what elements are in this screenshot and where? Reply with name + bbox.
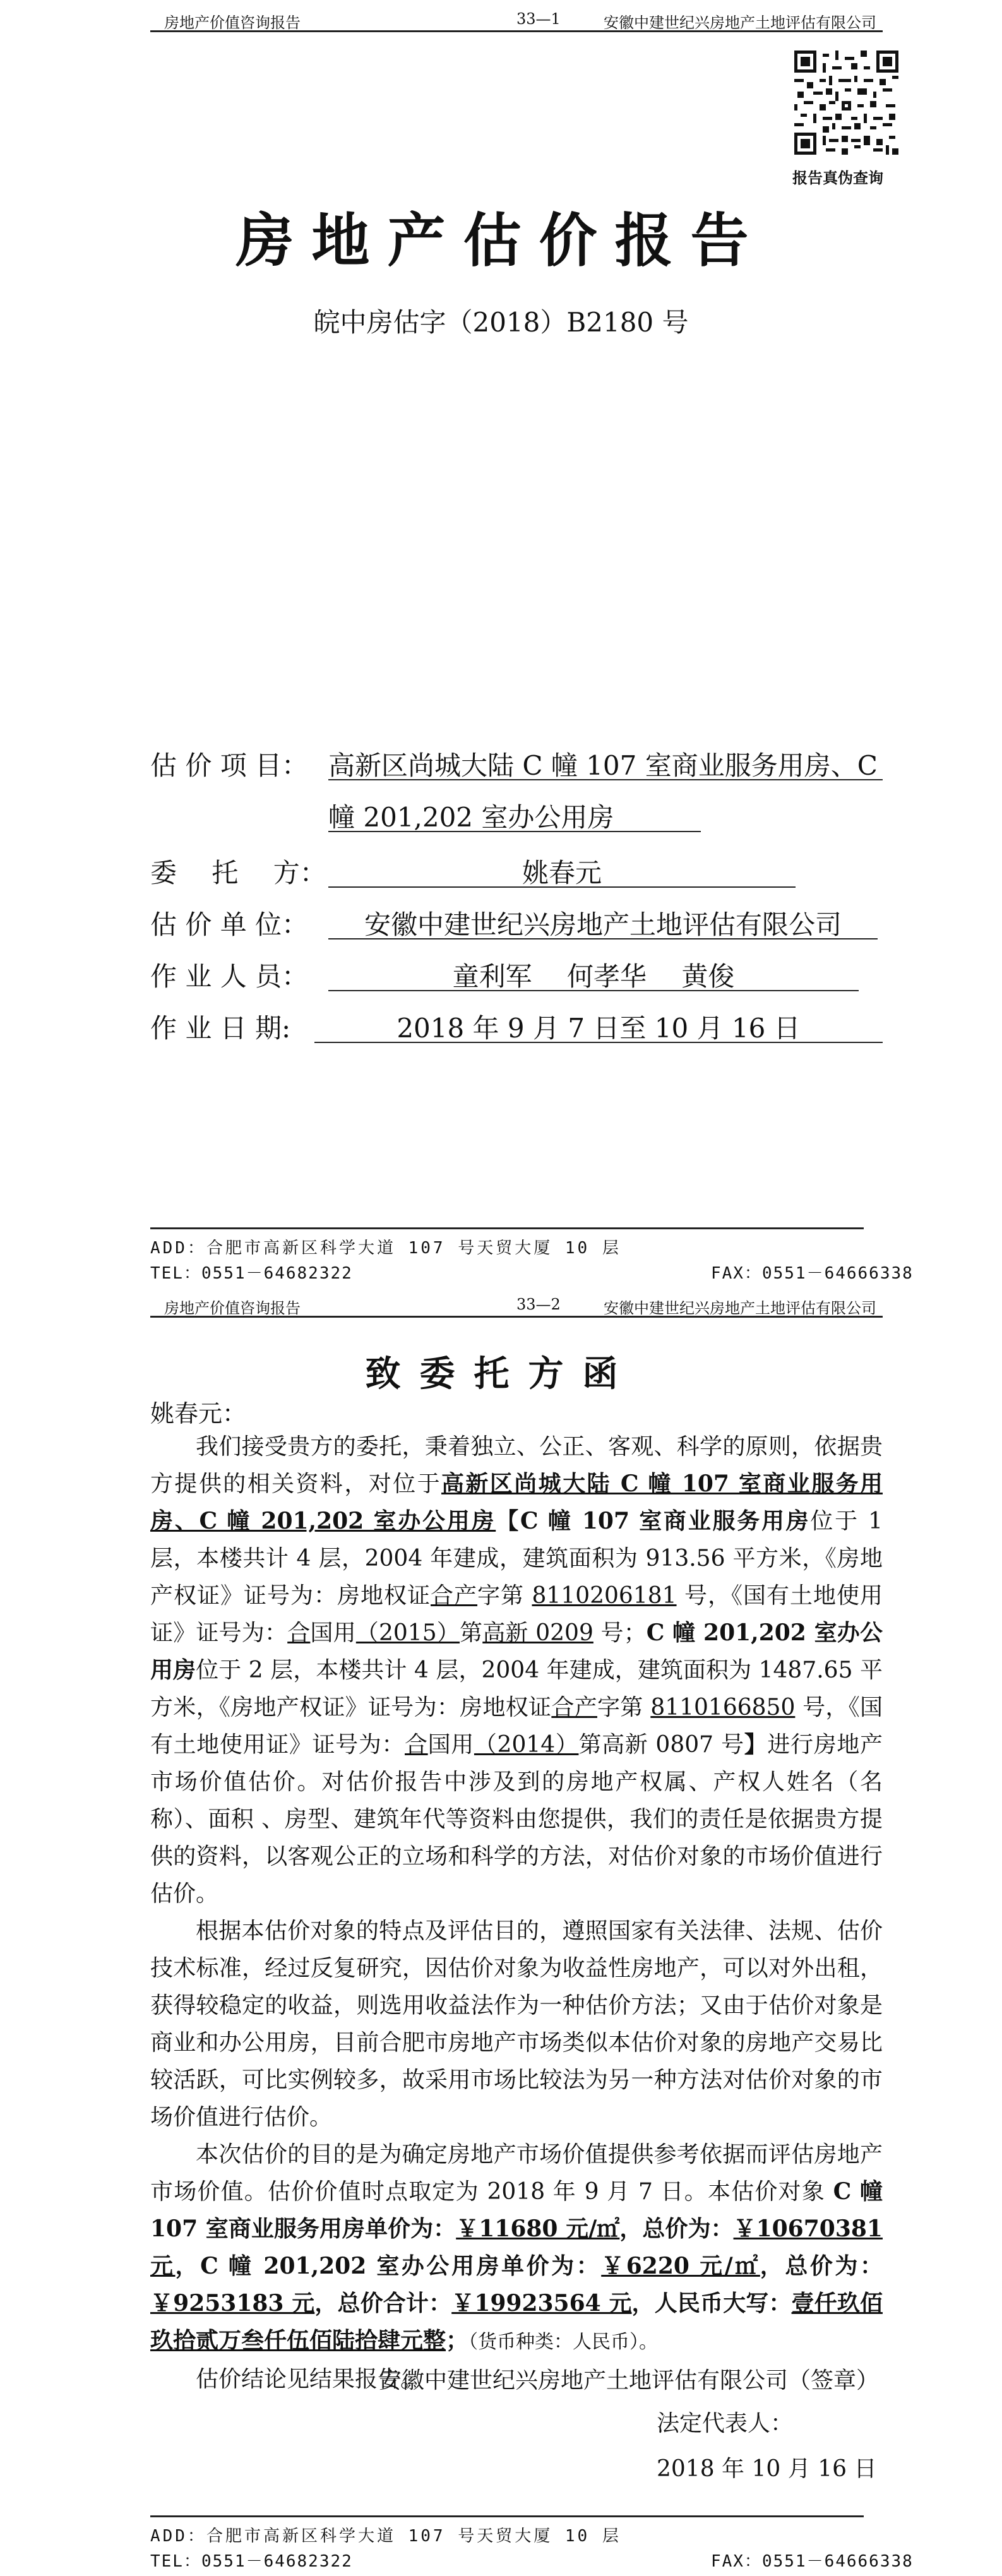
text-segment: 合产	[431, 1583, 478, 1609]
appraiser-value: 安徽中建世纪兴房地产土地评估有限公司	[328, 904, 878, 939]
header-report-type: 房地产价值咨询报告	[164, 1299, 301, 1317]
text-segment: 【C 幢 107 室商业服务用房	[496, 1508, 811, 1534]
text-segment: 合	[405, 1732, 428, 1758]
header-company: 安徽中建世纪兴房地产土地评估有限公司	[604, 1299, 876, 1317]
text-segment: 合	[287, 1620, 311, 1646]
paragraph-intro	[150, 1428, 883, 1912]
text-segment: C 幢 107 室商业服务用房单价为：	[150, 2178, 883, 2242]
signature-date: 2018 年 10 月 16 日	[657, 2456, 877, 2482]
footer-address: ADD：合肥市高新区科学大道 107 号天贸大厦 10 层	[150, 2527, 621, 2546]
signature-legal-rep: 法定代表人：	[657, 2411, 794, 2436]
grand-total-in-words: 壹仟玖佰玖拾贰万叁仟伍佰陆拾肆元整	[150, 2290, 883, 2354]
salutation: 姚春元：	[150, 1400, 247, 1428]
header-report-type: 房地产价值咨询报告	[164, 14, 301, 32]
text-segment: （2014）	[474, 1732, 579, 1758]
land-certificate-number: 第高新 0807 号	[578, 1732, 744, 1758]
unit-price: ￥11680 元/㎡	[456, 2215, 620, 2242]
text-segment: ；	[446, 2327, 469, 2354]
footer-fax: FAX：0551－64666338	[711, 1264, 914, 1283]
project-value-line1: 高新区尚城大陆 C 幢 107 室商业服务用房、C	[328, 745, 883, 780]
paragraph-method: 根据本估价对象的特点及评估目的，遵照国家有关法律、法规、估价技术标准，经过反复研究，因估价对象为收益性房地产，可以对外出租，获得较稳定的收益，则选用收益法作为一种估价方法；又由于估价对象是商业和办公用房，目前合肥市房地产市场类似本估价对象的房地产交易比较活跃，可比实例较多，故采用市场比较法为另一种方法对估价对象的市场价值进行估价。	[150, 1918, 883, 2130]
signature-company: 安徽中建世纪兴房地产土地评估有限公司（签章）	[379, 2368, 880, 2394]
date-label: 作 业 日 期:	[150, 1013, 291, 1044]
text-segment: ，总价合计：	[314, 2290, 452, 2317]
text-segment: 国用	[427, 1732, 474, 1758]
info-row-staff	[150, 956, 883, 991]
text-segment: 号，《国有土地使用证》证号为：	[150, 1583, 883, 1646]
text-segment: 我们接受贵方的委托，秉着独立、公正、客观、科学的原则，依据贵方提供的相关资料，对位于	[150, 1434, 883, 1497]
header-page-number: 33—1	[516, 10, 561, 28]
page-header	[150, 9, 883, 32]
letter-page	[0, 1288, 1002, 2576]
text-segment: 进行房地产市场价值估价。对估价报告中涉及到的房地产权属、产权人姓名（名称）、面积 、房型、建筑年代等资料由您提供，我们的责任是依据贵方提供的资料，以客观公正的立场和科学的方法，对估价对象的市场价值进行估价。	[150, 1732, 883, 1907]
footer-tel: TEL：0551－64682322	[150, 2552, 353, 2571]
total-price: ￥10670381 元	[150, 2215, 883, 2279]
currency-note: （货币种类：人民币）。	[468, 2331, 659, 2353]
paragraph-conclusion	[150, 2136, 883, 2361]
staff-label: 作 业 人 员：	[150, 961, 309, 992]
info-row-appraiser	[150, 904, 883, 939]
footer-tel: TEL：0551－64682322	[150, 1264, 353, 1283]
text-segment: 国用	[310, 1620, 356, 1646]
text-segment: 】	[744, 1731, 768, 1758]
land-certificate-number: 高新 0209	[482, 1620, 593, 1646]
header-page-number: 33—2	[516, 1296, 561, 1313]
letter-title: 致委托方函	[365, 1353, 637, 1395]
client-label: 委 托 方：	[150, 857, 326, 888]
text-segment: ，C 幢 201,202 室办公用房单价为：	[175, 2253, 602, 2279]
paragraph-see-results: 估价结论见结果报告。	[196, 2366, 424, 2392]
page-header	[150, 1294, 883, 1318]
text-segment: 号；	[593, 1620, 647, 1646]
text-segment: 字第	[597, 1695, 651, 1720]
text-segment: 本次估价的目的是为确定房地产市场价值提供参考依据而评估房地产市场价值。估价价值时点取定为 2018 年 9 月 7 日。本估价对象	[150, 2142, 883, 2205]
footer-address: ADD：合肥市高新区科学大道 107 号天贸大厦 10 层	[150, 1239, 621, 1258]
footer-divider	[150, 1227, 864, 1229]
text-segment: ，总价为：	[760, 2253, 883, 2279]
text-segment: 位于 1 层，本楼共计 4 层，2004 年建成，建筑面积为 913.56 平方米，《房地产权证》证号为：房地权证	[150, 1508, 883, 1609]
letter-body	[150, 1428, 883, 2398]
certificate-number: 8110166850	[650, 1695, 796, 1720]
footer-fax: FAX：0551－64666338	[711, 2552, 914, 2571]
report-number: 皖中房估字（2018）B2180 号	[313, 307, 689, 338]
total-price: ￥9253183 元	[150, 2290, 315, 2317]
info-row-project-cont	[150, 797, 883, 832]
qr-caption: 报告真伪查询	[792, 169, 883, 187]
text-segment: 号，《国有土地使用证》证号为：	[150, 1695, 883, 1758]
text-segment: 字第	[477, 1583, 532, 1609]
project-label: 估 价 项 目：	[150, 750, 309, 781]
text-segment: 位于 2 层，本楼共计 4 层，2004 年建成，建筑面积为 1487.65 平方米，《房地产权证》证号为：房地权证	[150, 1657, 883, 1720]
text-segment: ，总价为：	[619, 2215, 734, 2242]
header-company: 安徽中建世纪兴房地产土地评估有限公司	[604, 14, 876, 32]
appraiser-label: 估 价 单 位：	[150, 909, 309, 940]
date-value: 2018 年 9 月 7 日至 10 月 16 日	[314, 1008, 883, 1043]
client-value: 姚春元	[328, 852, 796, 888]
info-row-client	[150, 852, 883, 888]
certificate-number: 8110206181	[532, 1583, 677, 1609]
report-title: 房地产估价报告	[236, 206, 766, 275]
unit-price: ￥6220 元/㎡	[601, 2253, 760, 2279]
property-address: 高新区尚城大陆 C 幢 107 室商业服务用房、C 幢 201,202 室办公用房	[150, 1470, 883, 1534]
text-segment: C 幢 201,202 室办公用房	[150, 1619, 883, 1683]
grand-total: ￥19923564 元	[451, 2290, 632, 2317]
qr-code-icon[interactable]	[794, 51, 898, 155]
footer-divider	[150, 2515, 864, 2517]
text-segment: （2015）	[355, 1620, 460, 1646]
project-value-line2: 幢 201,202 室办公用房	[328, 797, 701, 832]
info-row-project	[150, 745, 883, 780]
text-segment: 合产	[551, 1695, 597, 1720]
info-row-date	[150, 1008, 883, 1043]
text-segment: 第	[460, 1620, 483, 1646]
staff-value: 童利军 何孝华 黄俊	[328, 956, 859, 991]
text-segment: ，人民币大写：	[631, 2290, 792, 2317]
